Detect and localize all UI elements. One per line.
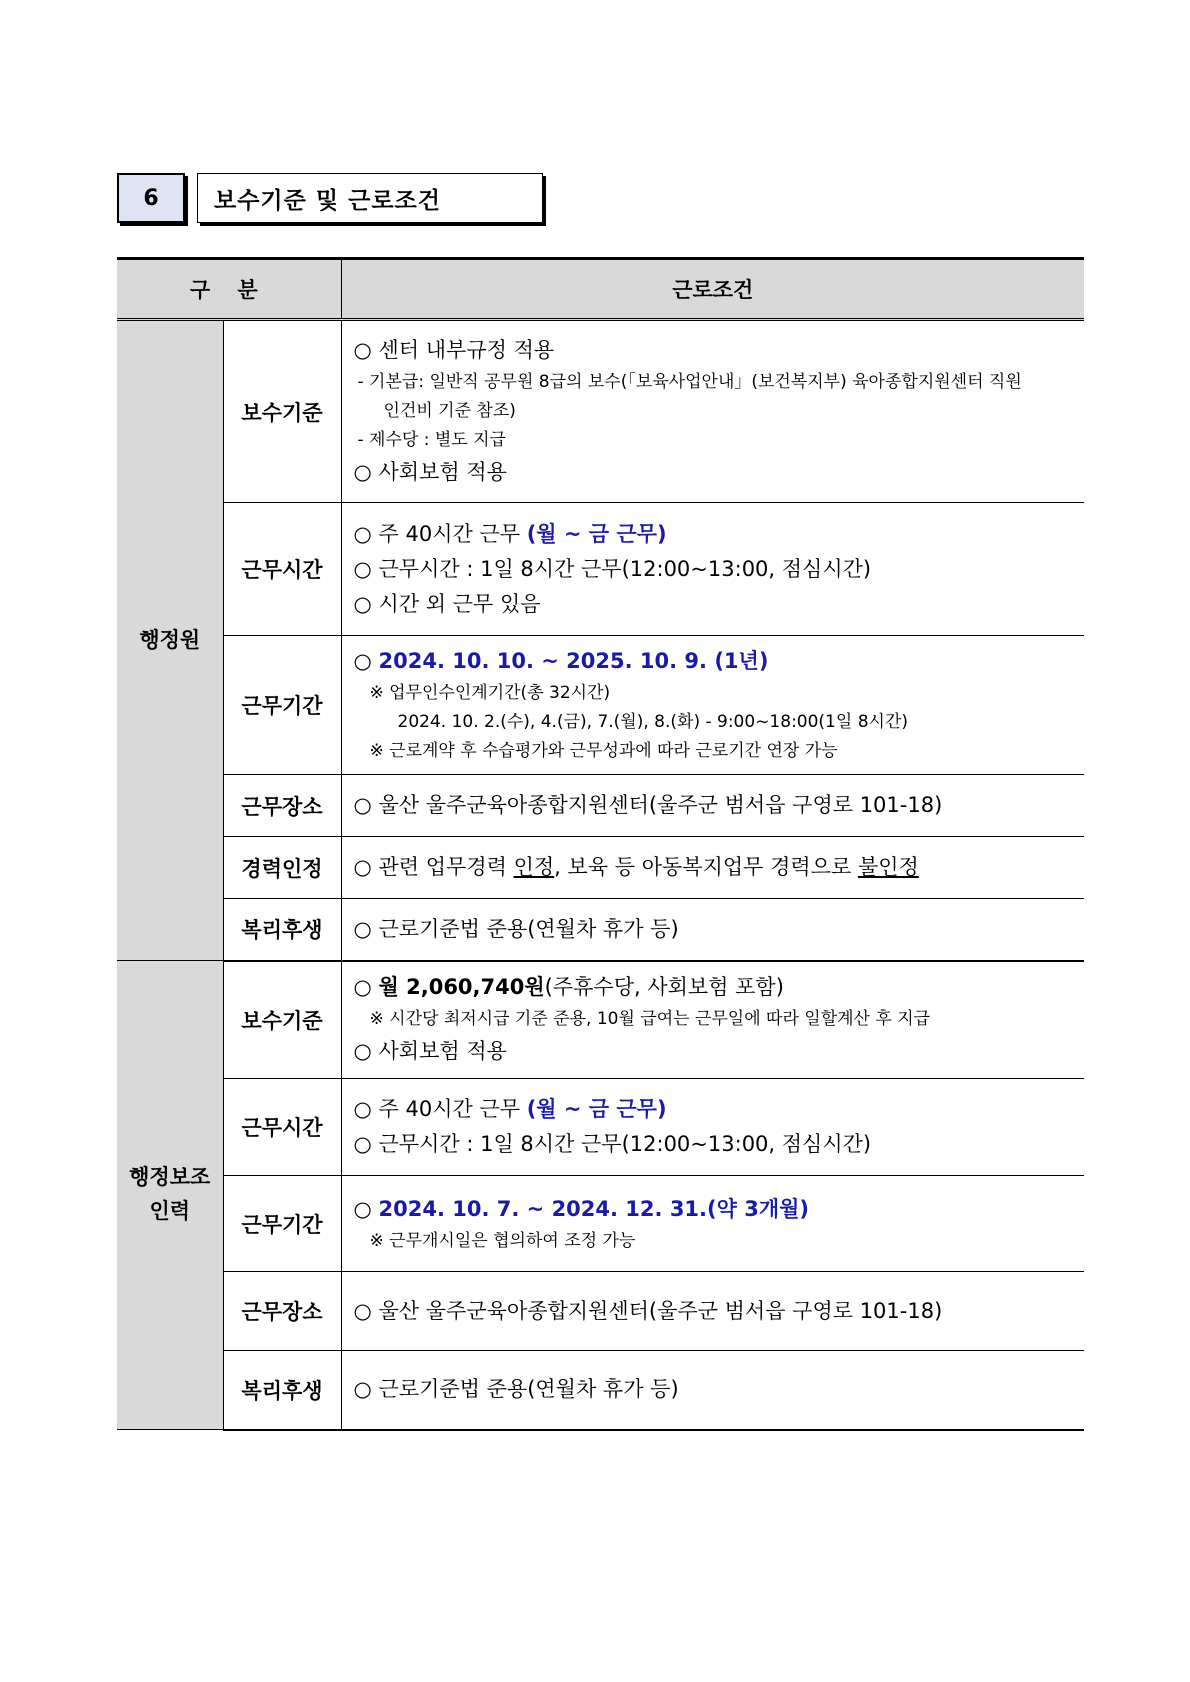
- row-content-period: [341, 1176, 1084, 1272]
- category-admin: 행정원: [117, 320, 223, 961]
- row-label-place: 근무장소: [223, 775, 341, 837]
- row-content-pay: [341, 320, 1084, 503]
- row-content-hours: [341, 503, 1084, 636]
- row-label-pay: 보수기준: [223, 320, 341, 503]
- row-label-place: 근무장소: [223, 1272, 341, 1351]
- bold-text: 월 2,060,740원: [378, 975, 545, 1000]
- content-line: ○ 울산 울주군육아종합지원센터(울주군 범서읍 구영로 101-18): [353, 793, 943, 817]
- row-label-pay: 보수기준: [223, 961, 341, 1079]
- category-line: 인력: [149, 1199, 191, 1223]
- content-line: ○ 시간 외 근무 있음: [353, 591, 541, 616]
- content-line: [354, 970, 1077, 1005]
- content-line: [354, 1192, 1077, 1227]
- table-row: [117, 1079, 1084, 1176]
- table-header-row: [117, 259, 1084, 320]
- content-line: - 기본급: 일반직 공무원 8급의 보수(「보육사업안내」(보건복지부) 육아종합지원센터 직원: [357, 372, 1022, 392]
- row-content-place: [341, 1272, 1084, 1351]
- header-category: 구 분: [117, 259, 341, 320]
- text-segment: (주휴수당, 사회보험 포함): [544, 975, 784, 1000]
- table-row: [117, 899, 1084, 961]
- text-segment: ○ 주 40시간 근무: [353, 521, 527, 546]
- content-line: 2024. 10. 2.(수), 4.(금), 7.(월), 8.(화) - 9:00~18:00(1일 8시간): [397, 712, 908, 732]
- row-content-hours: [341, 1079, 1084, 1176]
- row-content-welfare: [341, 1351, 1084, 1430]
- row-content-welfare: [341, 899, 1084, 961]
- row-label-hours: 근무시간: [223, 503, 341, 636]
- content-line: ○ 울산 울주군육아종합지원센터(울주군 범서읍 구영로 101-18): [353, 1298, 943, 1323]
- content-line: ○ 사회보험 적용: [353, 460, 507, 484]
- category-line: 행정보조: [129, 1165, 211, 1190]
- section-number-badge: 6: [117, 173, 185, 223]
- text-segment: ○ 관련 업무경력: [353, 855, 514, 879]
- table-row: [117, 837, 1084, 899]
- row-content-place: [341, 775, 1084, 837]
- table-row: [117, 1272, 1084, 1351]
- row-label-welfare: 복리후생: [223, 899, 341, 961]
- content-line: ○ 사회보험 적용: [353, 1039, 507, 1064]
- content-line: ○ 근무시간 : 1일 8시간 근무(12:00~13:00, 점심시간): [353, 1132, 872, 1156]
- highlight-text: 2024. 10. 10. ~ 2025. 10. 9. (1년): [378, 649, 769, 673]
- text-segment: ○ 주 40시간 근무: [353, 1097, 527, 1121]
- row-label-welfare: 복리후생: [223, 1351, 341, 1430]
- row-label-period: 근무기간: [223, 636, 341, 775]
- content-line: ※ 근무개시일은 협의하여 조정 가능: [369, 1230, 636, 1251]
- content-line: ※ 업무인수인계기간(총 32시간): [369, 683, 611, 703]
- content-line: ○ 센터 내부규정 적용: [353, 338, 555, 362]
- highlight-text: (월 ~ 금 근무): [526, 1097, 667, 1121]
- content-line: ○ 근로기준법 준용(연월차 휴가 등): [353, 1377, 679, 1402]
- text-segment: ○: [353, 975, 379, 1000]
- row-content-career: [341, 837, 1084, 899]
- content-line: [354, 644, 1077, 679]
- section-title: 보수기준 및 근로조건: [197, 173, 543, 223]
- row-label-period: 근무기간: [223, 1176, 341, 1272]
- header-conditions: 근로조건: [341, 259, 1084, 320]
- category-assistant: [117, 961, 223, 1430]
- row-content-period: [341, 636, 1084, 775]
- row-label-hours: 근무시간: [223, 1079, 341, 1176]
- highlight-text: 2024. 10. 7. ~ 2024. 12. 31.(약 3개월): [378, 1196, 809, 1221]
- content-line: [354, 517, 1077, 552]
- table-row: [117, 503, 1084, 636]
- table-row: [117, 775, 1084, 837]
- content-line: - 제수당 : 별도 지급: [357, 430, 506, 450]
- content-line: ※ 시간당 최저시급 기준 준용, 10월 급여는 근무일에 따라 일할계산 후 지급: [369, 1009, 931, 1030]
- content-line: [354, 850, 1077, 885]
- row-label-career: 경력인정: [223, 837, 341, 899]
- table-row: [117, 320, 1084, 503]
- text-segment: , 보육 등 아동복지업무 경력으로: [554, 855, 858, 879]
- table-row: [117, 1176, 1084, 1272]
- content-line: 인건비 기준 참조): [383, 401, 516, 421]
- text-segment: ○: [353, 1196, 379, 1221]
- text-segment: ○: [353, 649, 379, 673]
- content-line: ※ 근로계약 후 수습평가와 근무성과에 따라 근로기간 연장 가능: [369, 741, 838, 761]
- content-line: ○ 근로기준법 준용(연월차 휴가 등): [353, 916, 679, 941]
- table-row: [117, 636, 1084, 775]
- table-row: [117, 1351, 1084, 1430]
- content-line: ○ 근무시간 : 1일 8시간 근무(12:00~13:00, 점심시간): [353, 556, 872, 581]
- content-line: [354, 1092, 1077, 1127]
- underlined-text: 불인정: [857, 855, 919, 879]
- highlight-text: (월 ~ 금 근무): [526, 521, 667, 546]
- table-row: [117, 961, 1084, 1079]
- working-conditions-table: [117, 257, 1084, 1431]
- underlined-text: 인정: [513, 855, 555, 879]
- row-content-pay: [341, 961, 1084, 1079]
